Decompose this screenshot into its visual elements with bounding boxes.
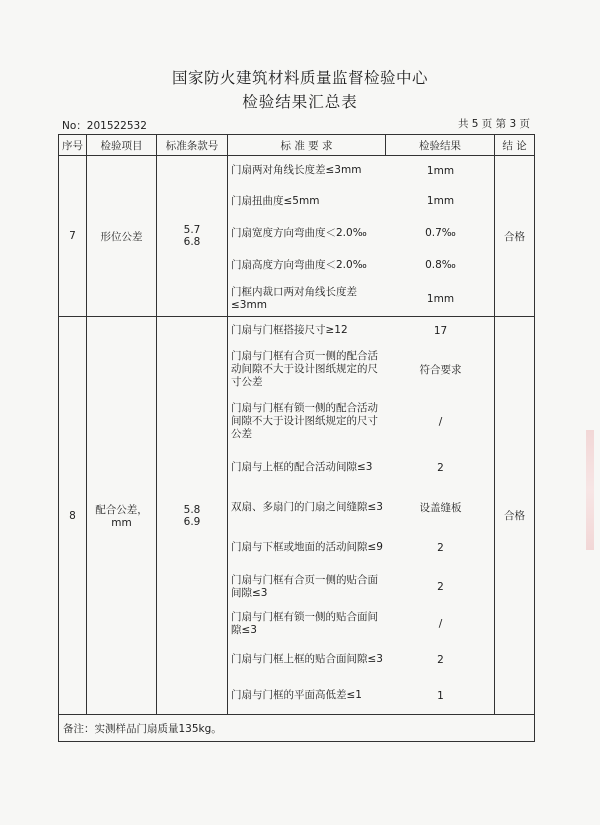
result-value: 1mm: [426, 164, 455, 177]
list-item: [228, 249, 495, 281]
result-value: 符合要求: [419, 364, 462, 376]
requirement-text: 门扇与门框搭接尺寸≥12: [231, 324, 348, 336]
result-value: 0.7‰: [425, 227, 456, 239]
requirement-text: 门扇两对角线长度差≤3mm: [231, 164, 362, 176]
requirements-cell: [228, 317, 495, 715]
requirement-text: 门扇与门框有合页一侧的配合活动间隙不大于设计图纸规定的尺寸公差: [231, 350, 378, 388]
list-item: [228, 344, 495, 396]
header-conclusion: 结 论: [495, 135, 535, 156]
requirements-cell: [228, 156, 495, 317]
requirements-list: [228, 156, 495, 316]
result-value: /: [438, 415, 443, 428]
requirement-text: 门扇宽度方向弯曲度＜2.0‰: [231, 226, 367, 239]
list-item: [228, 396, 495, 448]
seq-cell: 8: [59, 317, 87, 715]
header-requirement: 标 准 要 求: [228, 135, 386, 156]
item-cell: 形位公差: [87, 156, 157, 317]
result-value: 2: [437, 461, 444, 474]
requirement-text: 门扇与门框上框的贴合面间隙≤3: [231, 653, 383, 665]
requirement-text: 门扇与门框有合页一侧的贴合面间隙≤3: [231, 573, 378, 599]
document-number: No：201522532: [62, 120, 147, 132]
list-item: [228, 281, 495, 316]
requirement-text: 门扇与下框或地面的活动间隙≤9: [231, 541, 383, 553]
title-line1: 国家防火建筑材料质量监督检验中心: [171, 69, 428, 87]
header-item: 检验项目: [87, 135, 157, 156]
requirement-text: 门扇与门框有锁一侧的贴合面间隙≤3: [231, 610, 378, 636]
list-item: [228, 678, 495, 714]
result-value: 2: [437, 580, 444, 593]
requirement-text: 门框内裁口两对角线长度差≤3mm: [231, 285, 357, 311]
clause-line: 5.8: [183, 503, 201, 516]
seq-cell: 7: [59, 156, 87, 317]
requirement-text: 门扇与门框的平面高低差≤1: [231, 689, 362, 701]
result-value: /: [438, 617, 443, 630]
conclusion-cell: 合格: [495, 156, 535, 317]
clause-line: 6.9: [183, 515, 201, 528]
list-item: [228, 185, 495, 217]
clause-cell: [157, 156, 228, 317]
result-value: 0.8‰: [425, 259, 456, 271]
seal-edge-mark: [586, 430, 594, 550]
result-value: 17: [433, 324, 448, 337]
requirement-text: 门扇高度方向弯曲度＜2.0‰: [231, 258, 367, 271]
list-item: [228, 217, 495, 249]
result-value: 设盖缝板: [419, 502, 462, 514]
list-item: [228, 318, 495, 344]
clause-line: 5.7: [183, 224, 201, 236]
result-value: 1: [437, 689, 444, 702]
conclusion-cell: 合格: [495, 317, 535, 715]
header-result: 检验结果: [386, 135, 495, 156]
list-item: [228, 448, 495, 488]
requirement-text: 门扇与上框的配合活动间隙≤3: [231, 461, 373, 473]
requirement-text: 门扇与门框有锁一侧的配合活动间隙不大于设计图纸规定的尺寸公差: [231, 402, 378, 440]
list-item: [228, 528, 495, 568]
result-value: 1mm: [426, 292, 455, 305]
table-header-row: [59, 135, 535, 156]
list-item: [228, 156, 495, 185]
requirements-list: [228, 318, 495, 714]
list-item: [228, 606, 495, 642]
clause-cell: [157, 317, 228, 715]
item-cell: 配合公差，mm: [87, 317, 157, 715]
result-value: 1mm: [426, 195, 455, 207]
table-row: [59, 317, 535, 715]
list-item: [228, 568, 495, 606]
clause-line: 6.8: [183, 236, 201, 248]
header-seq: 序号: [59, 135, 87, 156]
requirement-text: 门扇扭曲度≤5mm: [231, 194, 320, 207]
result-value: 2: [437, 653, 444, 666]
table-row: [59, 156, 535, 317]
results-table: [58, 134, 535, 742]
title-line2: 检验结果汇总表: [242, 93, 358, 111]
requirement-text: 双扇、多扇门的门扇之间缝隙≤3: [231, 501, 383, 513]
note-text: 备注：实测样品门扇质量135kg。: [59, 715, 535, 742]
header-clause: 标准条款号: [157, 135, 228, 156]
list-item: [228, 488, 495, 528]
result-value: 2: [437, 541, 444, 554]
list-item: [228, 642, 495, 678]
note-row: [59, 715, 535, 742]
page-info: 共 5 页 第 3 页: [457, 118, 530, 130]
